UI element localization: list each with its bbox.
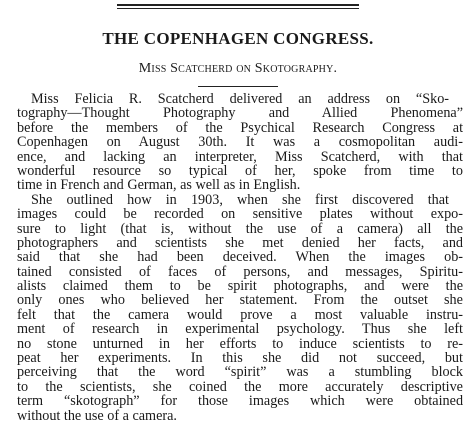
text-line: peat her experiments. In this she did not succeed, but xyxy=(17,350,463,367)
text-line: photographers and scientists she met denied her facts, and xyxy=(17,234,464,251)
text-line: before the members of the Psychical Research Congress at xyxy=(17,119,464,136)
text-line: felt that the camera would prove a most valuable instru- xyxy=(17,306,464,323)
text-line: term “skotograph” for those images which were obtained xyxy=(17,393,464,410)
text-line: She outlined how in 1903, when she first discovered that xyxy=(31,191,449,208)
text-line: wonderful resource so typical of her, spoke from time to xyxy=(17,162,463,179)
text-line: Miss Felicia R. Scatcherd delivered an address on “Sko- xyxy=(31,91,450,107)
text-line: time in French and German, as well as in English. xyxy=(17,177,301,194)
text-line: without the use of a camera. xyxy=(17,407,177,424)
article-subtitle: Miss Scatcherd on Skotography. xyxy=(138,61,338,76)
article-paragraph xyxy=(17,193,463,423)
text-line: perceiving that the word “spirit” was a stumbling block xyxy=(17,364,464,381)
text-line: tography—Thought Photography and Allied Phenomena” xyxy=(17,105,464,122)
text-line: sure to light (that is, without the use of a camera) all the xyxy=(17,220,464,237)
header-rule-thin xyxy=(117,8,359,9)
text-line: no stone unturned in her efforts to induce scientists to re- xyxy=(17,335,464,352)
text-line: tained consisted of faces of persons, and messages, Spiritu- xyxy=(17,263,463,280)
text-line: to the scientists, she coined the more accurately descriptive xyxy=(17,378,463,395)
text-line: said that she had been deceived. When the images ob- xyxy=(17,249,464,266)
header-rule-thick xyxy=(117,4,359,6)
text-line: Copenhagen on August 30th. It was a cosmopolitan audi- xyxy=(17,134,463,151)
article-body xyxy=(17,92,463,423)
text-line: ment of research in experimental psychology. Thus she left xyxy=(17,321,464,338)
text-line: ence, and lacking an interpreter, Miss Scatcherd, with that xyxy=(17,148,463,165)
article-title: THE COPENHAGEN CONGRESS. xyxy=(102,29,374,48)
text-line: only ones who believed her statement. From the outset she xyxy=(17,292,463,309)
article-paragraph xyxy=(17,92,463,193)
text-line: alists claimed them to be spirit photographs, and were the xyxy=(17,278,463,295)
text-line: images could be recorded on sensitive plates without expo- xyxy=(17,206,463,223)
subtitle-rule xyxy=(198,86,278,87)
